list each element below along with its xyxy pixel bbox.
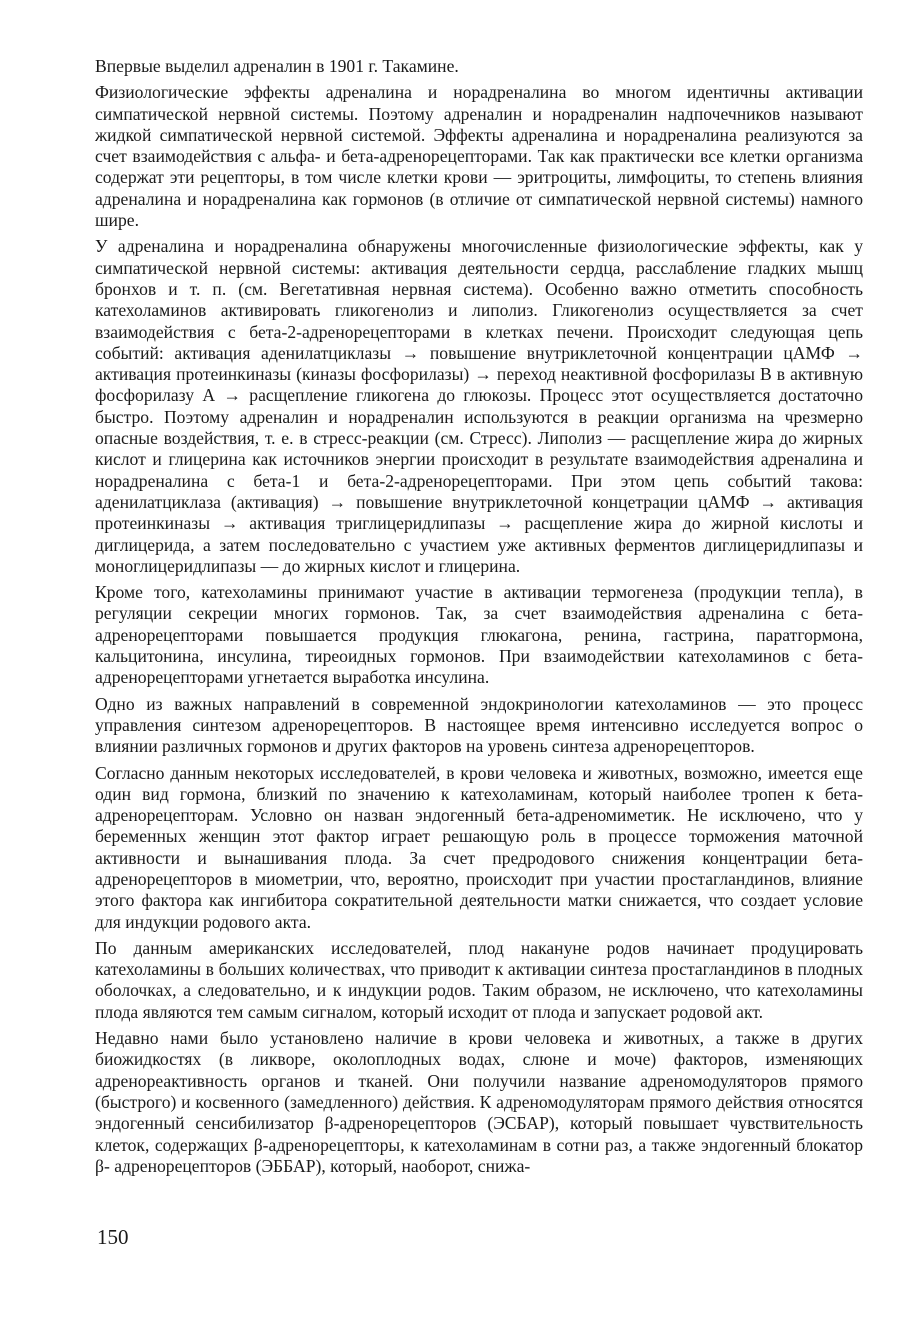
paragraph-4: Кроме того, катехоламины принимают участие в активации термогенеза (продукции тепла), в регуляции секреции многих гормонов. Так, за счет взаимодействия адреналина с бета-адренорецепторами повышается продукция глюкагона, ренина, гастрина, паратгормона, кальцитонина, инсулина, тиреоидных гормонов. При взаимодействии катехоламинов с бета-адренорецепторами угнетается выработка инсулина. <box>95 582 863 688</box>
page-text <box>95 56 863 1182</box>
paragraph-2: Физиологические эффекты адреналина и норадреналина во многом идентичны активации симпатической нервной системы. Поэтому адреналин и норадреналин надпочечников называют жидкой симпатической нервной системой. Эффекты адреналина и норадреналина реализуются за счет взаимодействия с альфа- и бета-адренорецепторами. Так как практически все клетки организма содержат эти рецепторы, в том числе клетки крови — эритроциты, лимфоциты, то степень влияния адреналина и норадреналина как гормонов (в отличие от симпатической нервной системы) намного шире. <box>95 82 863 231</box>
paragraph-7: По данным американских исследователей, плод накануне родов начинает продуцировать катехоламины в больших количествах, что приводит к активации синтеза простагландинов в плодных оболочках, а следовательно, и к индукции родов. Таким образом, не исключено, что катехоламины плода являются тем самым сигналом, который исходит от плода и запускает родовой акт. <box>95 937 863 1022</box>
paragraph-3: У адреналина и норадреналина обнаружены многочисленные физиологические эффекты, как у симпатической нервной системы: активация деятельности сердца, расслабление гладких мышц бронхов и т. п. (см. Вегетативная нервная система). Особенно важно отметить способность катехоламинов активировать гликогенолиз и липолиз. Гликогенолиз осуществляется за счет взаимодействия с бета-2-адренорецепторами в клетках печени. Происходит следующая цепь событий: активация аденилатциклазы → повышение внутриклеточной концентрации цАМФ → активация протеинкиназы (киназы фосфорилазы) → переход неактивной фосфорилазы В в активную фосфорилазу А → расщепление гликогена до глюкозы. Процесс этот осуществляется достаточно быстро. Поэтому адреналин и норадреналин используются в реакции организма на чрезмерно опасные воздействия, т. е. в стресс-реакции (см. Стресс). Липолиз — расщепление жира до жирных кислот и глицерина как источников энергии происходит в результате взаимодействия адреналина и норадреналина с бета-1 и бета-2-адренорецепторами. При этом цепь событий такова: аденилатциклаза (активация) → повышение внутриклеточной концетрации цАМФ → активация протеинкиназы → активация триглицеридлипазы → расщепление жира до жирной кислоты и диглицерида, а затем последовательно с участием уже активных ферментов диглицеридлипазы и моноглицеридлипазы — до жирных кислот и глицерина. <box>95 236 863 576</box>
paragraph-8: Недавно нами было установлено наличие в крови человека и животных, а также в других биожидкостях (в ликворе, околоплодных водах, слюне и моче) факторов, изменяющих адренореактивность органов и тканей. Они получили название адреномодуляторов прямого (быстрого) и косвенного (замедленного) действия. К адреномодуляторам прямого действия относятся эндогенный сенсибилизатор β-адренорецепторов (ЭСБАР), который повышает чувствительность клеток, содержащих β-адренорецепторы, к катехоламинам в сотни раз, а также эндогенный блокатор β- адренорецепторов (ЭББАР), который, наоборот, снижа- <box>95 1028 863 1176</box>
paragraph-6: Согласно данным некоторых исследователей, в крови человека и животных, возможно, имеется еще один вид гормона, близкий по значению к катехоламинам, который наиболее тропен к бета-адренорецепторам. Условно он назван эндогенный бета-адреномиметик. Не исключено, что у беременных женщин этот фактор играет решающую роль в процессе торможения маточной активности и вынашивания плода. За счет предродового снижения концентрации бета-адренорецепторов в миометрии, что, вероятно, происходит при участии простагландинов, влияние этого фактора как ингибитора сократительной деятельности матки снижается, что создает условие для индукции родового акта. <box>95 762 863 932</box>
page-number: 150 <box>97 1225 129 1249</box>
paragraph-1: Впервые выделил адреналин в 1901 г. Такамине. <box>95 56 459 76</box>
paragraph-5: Одно из важных направлений в современной эндокринологии катехоламинов — это процесс управления синтезом адренорецепторов. В настоящее время интенсивно исследуется вопрос о влиянии различных гормонов и других факторов на уровень синтеза адренорецепторов. <box>95 693 863 757</box>
